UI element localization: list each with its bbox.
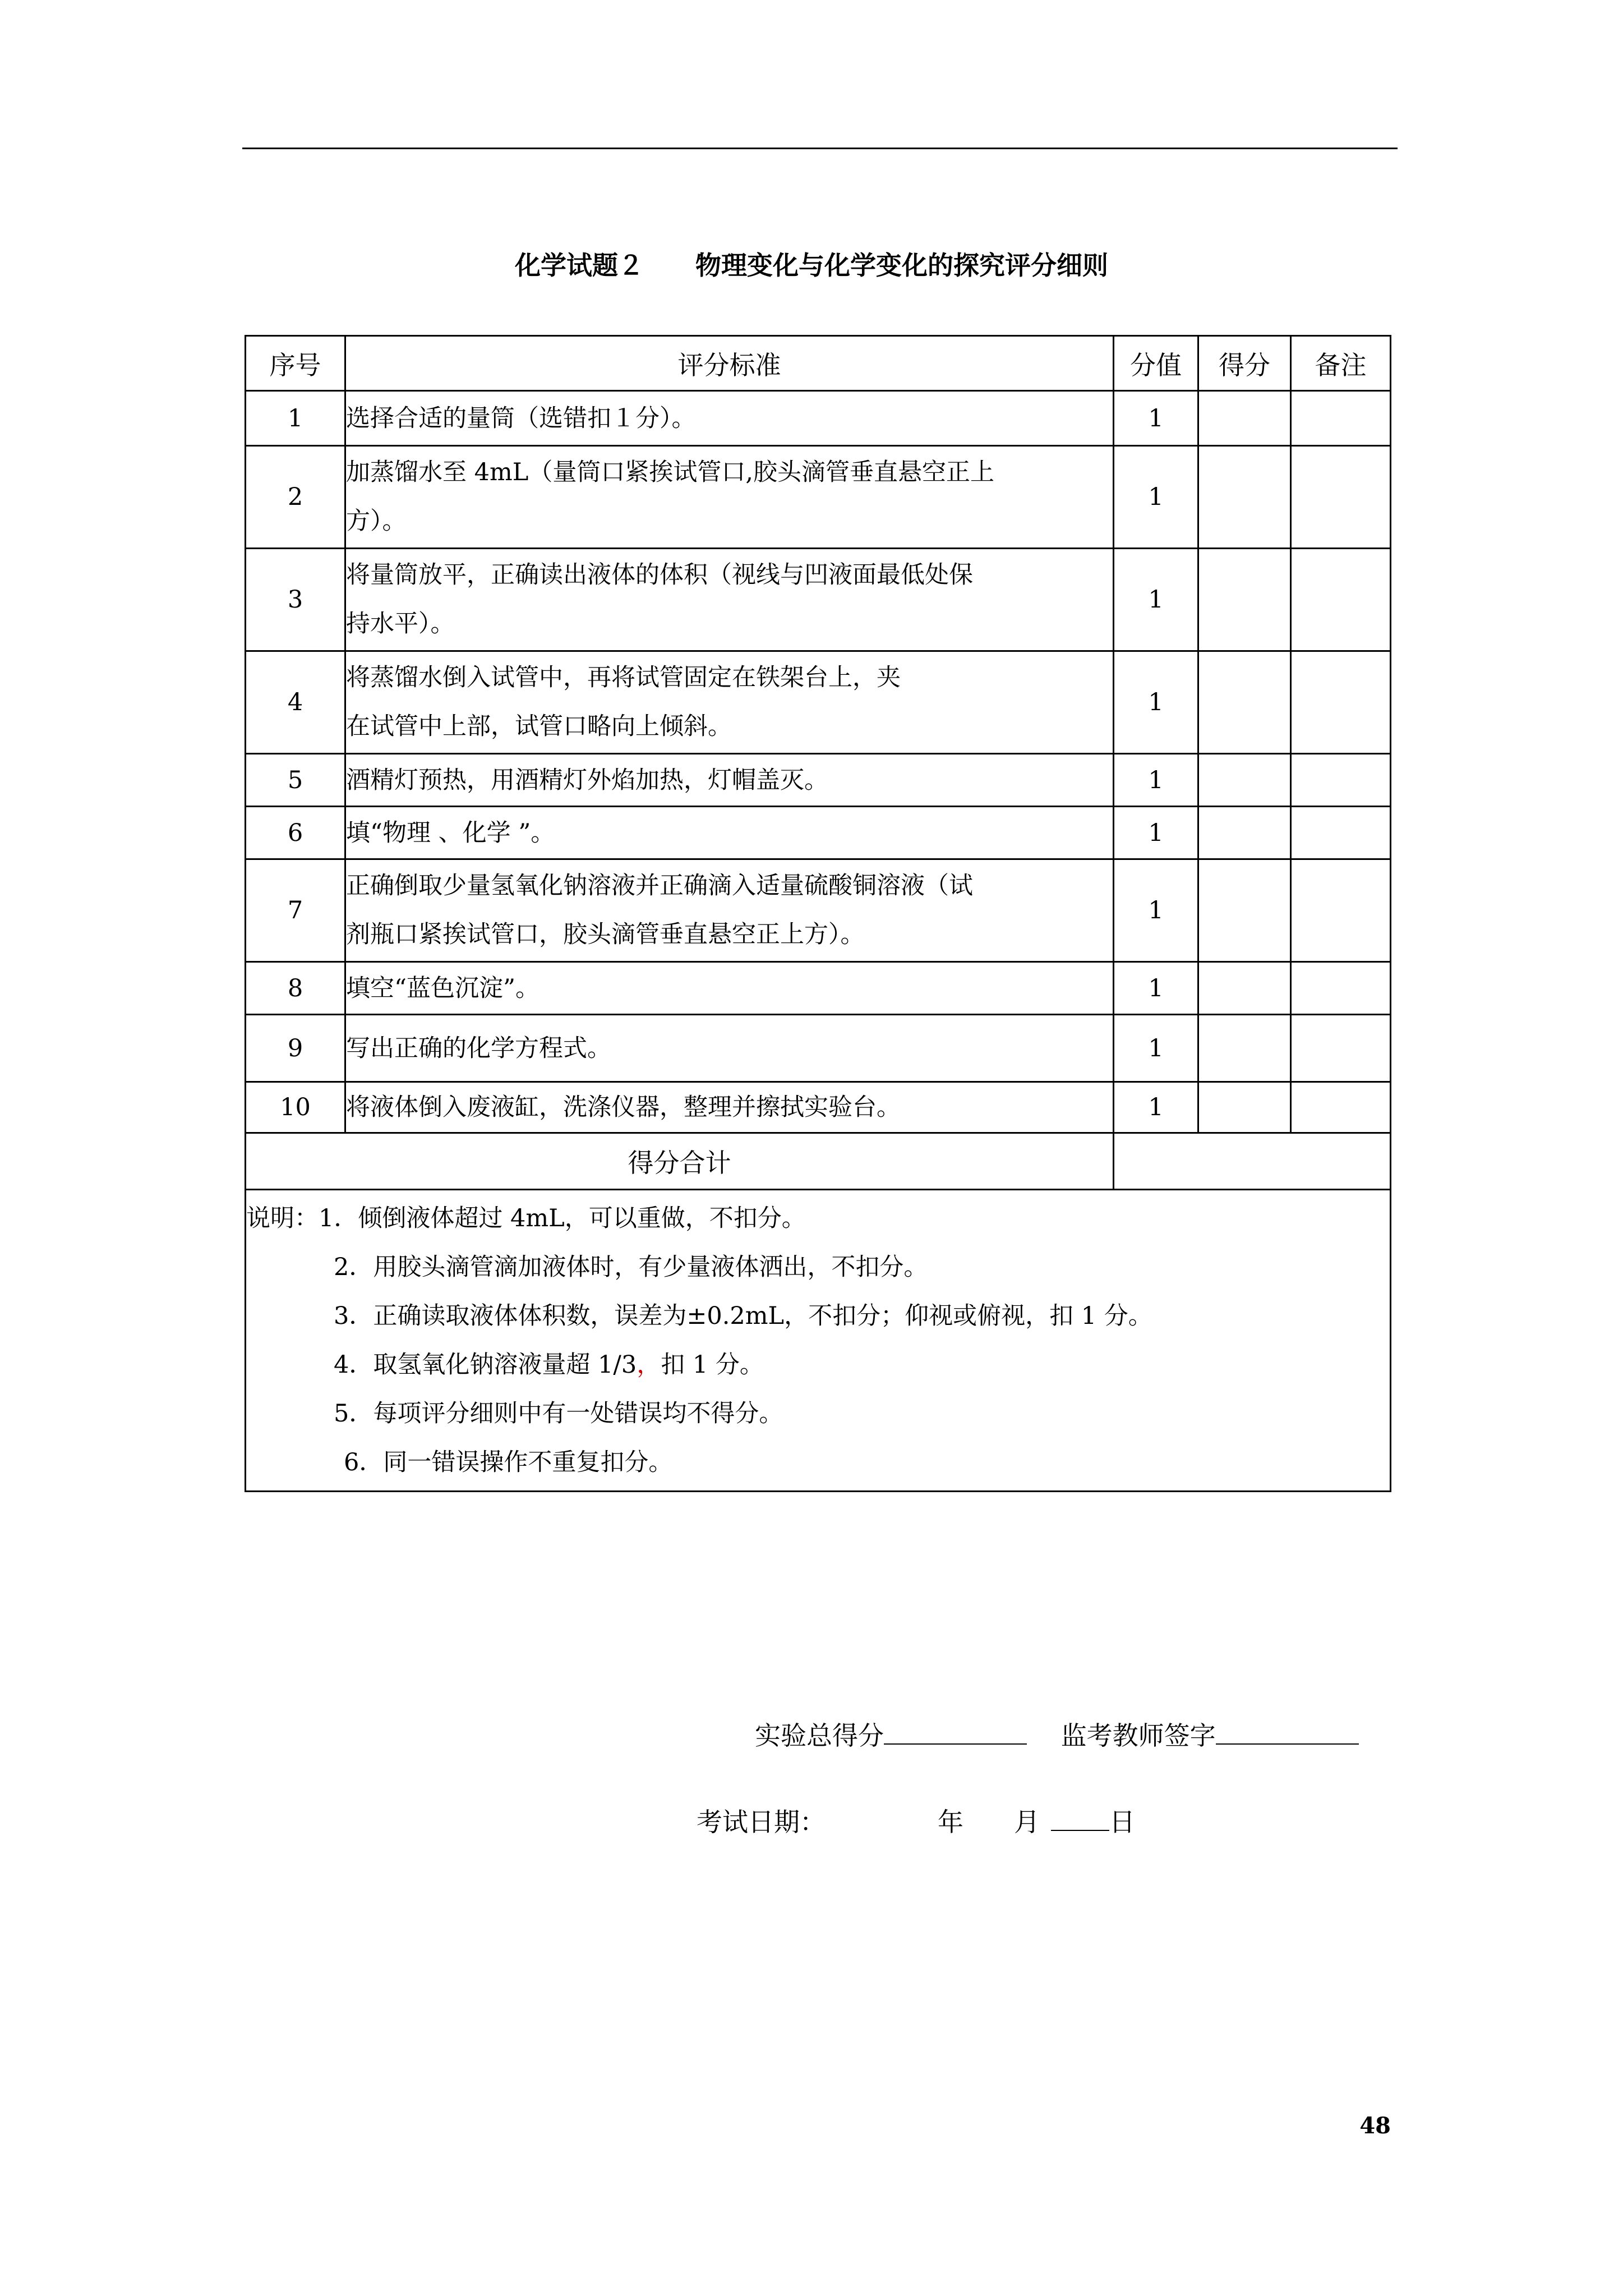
remark-cell[interactable]	[1291, 1015, 1391, 1082]
row-points: 1	[1114, 962, 1198, 1015]
remark-cell[interactable]	[1291, 549, 1391, 651]
header-remarks: 备注	[1291, 336, 1391, 391]
table-row	[246, 651, 1391, 754]
signature-line	[755, 1715, 1359, 1755]
row-criterion	[345, 391, 1114, 446]
criterion-line: 写出正确的化学方程式。	[346, 1034, 611, 1062]
table-row	[246, 549, 1391, 651]
header-score: 得分	[1198, 336, 1291, 391]
remark-cell[interactable]	[1291, 1082, 1391, 1133]
row-points: 1	[1114, 1082, 1198, 1133]
note-line	[246, 1243, 1390, 1292]
exam-date-line	[697, 1802, 1135, 1842]
row-number: 10	[246, 1082, 345, 1133]
proctor-signature-blank[interactable]	[1216, 1715, 1359, 1745]
table-row	[246, 391, 1391, 446]
row-criterion	[345, 754, 1114, 807]
row-number: 2	[246, 446, 345, 549]
remark-cell[interactable]	[1291, 651, 1391, 754]
row-criterion	[345, 446, 1114, 549]
row-criterion	[345, 859, 1114, 962]
row-points: 1	[1114, 446, 1198, 549]
row-criterion	[345, 962, 1114, 1015]
score-cell[interactable]	[1198, 549, 1291, 651]
header-no: 序号	[246, 336, 345, 391]
note-item: 1．倾倒液体超过 4mL，可以重做，不扣分。	[319, 1204, 806, 1232]
criterion-line: 方）。	[346, 507, 407, 535]
note-line	[246, 1194, 1390, 1243]
remark-cell[interactable]	[1291, 859, 1391, 962]
notes-cell	[246, 1190, 1391, 1492]
page-number: 48	[1359, 2113, 1391, 2139]
criterion-line: 填“物理 、化学 ”。	[346, 818, 555, 847]
criterion-line: 持水平）。	[346, 610, 455, 638]
criterion-line: 填空“蓝色沉淀”。	[346, 974, 540, 1002]
total-row	[246, 1133, 1391, 1190]
header-points: 分值	[1114, 336, 1198, 391]
remark-cell[interactable]	[1291, 391, 1391, 446]
note-item: 2．用胶头滴管滴加液体时，有少量液体洒出，不扣分。	[334, 1253, 928, 1281]
row-number: 6	[246, 807, 345, 859]
note-line	[246, 1341, 1390, 1389]
remark-cell[interactable]	[1291, 446, 1391, 549]
total-score-blank[interactable]	[884, 1715, 1027, 1745]
note-item: 6．同一错误操作不重复扣分。	[344, 1448, 673, 1476]
total-score-label: 实验总得分	[755, 1720, 884, 1751]
score-cell[interactable]	[1198, 807, 1291, 859]
criterion-line: 剂瓶口紧挨试管口，胶头滴管垂直悬空正上方）。	[346, 921, 865, 949]
criterion-line: 在试管中上部，试管口略向上倾斜。	[346, 712, 732, 740]
score-cell[interactable]	[1198, 1082, 1291, 1133]
row-criterion	[345, 807, 1114, 859]
page-title: 化学试题２ 物理变化与化学变化的探究评分细则	[515, 250, 1108, 280]
row-points: 1	[1114, 859, 1198, 962]
row-number: 8	[246, 962, 345, 1015]
table-row	[246, 859, 1391, 962]
total-label: 得分合计	[246, 1133, 1114, 1190]
header-standard: 评分标准	[345, 336, 1114, 391]
month-label: 月	[1014, 1807, 1040, 1837]
row-criterion	[345, 549, 1114, 651]
table-row	[246, 807, 1391, 859]
row-points: 1	[1114, 754, 1198, 807]
score-cell[interactable]	[1198, 391, 1291, 446]
score-cell[interactable]	[1198, 651, 1291, 754]
row-number: 5	[246, 754, 345, 807]
row-number: 3	[246, 549, 345, 651]
row-points: 1	[1114, 549, 1198, 651]
row-points: 1	[1114, 391, 1198, 446]
date-label: 考试日期：	[697, 1807, 826, 1837]
table-row	[246, 754, 1391, 807]
day-blank[interactable]	[1051, 1802, 1109, 1831]
note-line	[246, 1438, 1390, 1487]
criterion-line: 将蒸馏水倒入试管中，再将试管固定在铁架台上，夹	[346, 664, 901, 692]
score-cell[interactable]	[1198, 962, 1291, 1015]
note-line	[246, 1389, 1390, 1438]
note-item: 4．取氢氧化钠溶液量超 1/3	[334, 1350, 637, 1379]
note-comma: ，	[637, 1350, 661, 1379]
note-item: 5．每项评分细则中有一处错误均不得分。	[334, 1399, 783, 1428]
row-criterion	[345, 1082, 1114, 1133]
table-row	[246, 1082, 1391, 1133]
note-item: 3．正确读取液体体积数，误差为±0.2mL，不扣分；仰视或俯视，扣 1 分。	[334, 1301, 1152, 1330]
row-points: 1	[1114, 651, 1198, 754]
notes-row	[246, 1190, 1391, 1492]
total-score-cell[interactable]	[1114, 1133, 1391, 1190]
score-cell[interactable]	[1198, 1015, 1291, 1082]
scoring-table	[245, 335, 1391, 1492]
row-points: 1	[1114, 807, 1198, 859]
day-label: 日	[1109, 1807, 1135, 1837]
notes-prefix: 说明：	[246, 1204, 319, 1232]
score-cell[interactable]	[1198, 446, 1291, 549]
score-cell[interactable]	[1198, 859, 1291, 962]
remark-cell[interactable]	[1291, 754, 1391, 807]
row-number: 7	[246, 859, 345, 962]
criterion-line: 正确倒取少量氢氧化钠溶液并正确滴入适量硫酸铜溶液（试	[346, 872, 973, 900]
row-criterion	[345, 651, 1114, 754]
row-points: 1	[1114, 1015, 1198, 1082]
table-row	[246, 962, 1391, 1015]
note-line	[246, 1292, 1390, 1341]
criterion-line: 酒精灯预热，用酒精灯外焰加热，灯帽盖灭。	[346, 766, 828, 794]
row-number: 4	[246, 651, 345, 754]
table-header-row	[246, 336, 1391, 391]
table-row	[246, 446, 1391, 549]
criterion-line: 将液体倒入废液缸，洗涤仪器，整理并擦拭实验台。	[346, 1093, 901, 1121]
note-item-tail: 扣 1 分。	[661, 1350, 764, 1379]
criterion-line: 将量筒放平，正确读出液体的体积（视线与凹液面最低处保	[346, 561, 973, 589]
score-cell[interactable]	[1198, 754, 1291, 807]
remark-cell[interactable]	[1291, 807, 1391, 859]
criterion-line: 加蒸馏水至 4mL（量筒口紧挨试管口,胶头滴管垂直悬空正上	[346, 458, 995, 486]
proctor-label: 监考教师签字	[1061, 1720, 1216, 1751]
table-row	[246, 1015, 1391, 1082]
year-label: 年	[938, 1807, 963, 1837]
row-number: 1	[246, 391, 345, 446]
row-criterion	[345, 1015, 1114, 1082]
criterion-line: 选择合适的量筒（选错扣１分）。	[346, 404, 696, 432]
remark-cell[interactable]	[1291, 962, 1391, 1015]
row-number: 9	[246, 1015, 345, 1082]
header-rule	[242, 148, 1398, 149]
